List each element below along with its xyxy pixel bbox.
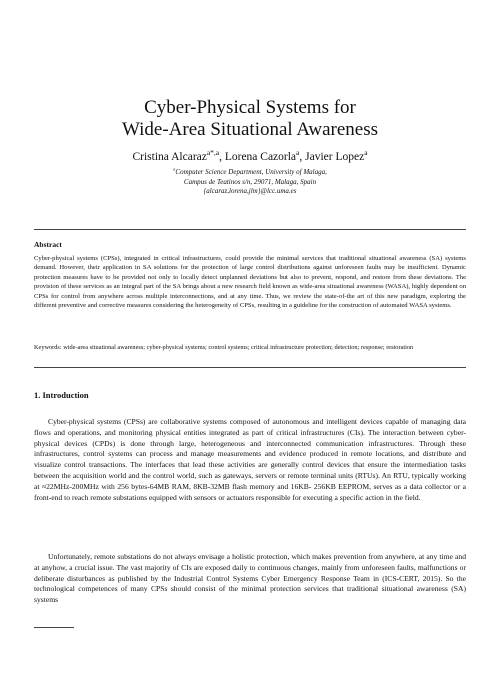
abstract-text: Cyber-physical systems (CPSs), integrated in critical infrastructures, could provide the minimal services that traditional situational awareness (SA) systems demand. However, their application in SA solutions for the protection of large control distributions against unforeseen faults may be insufficient. Dynamic protection measures have to be provided not only to locally detect unplanned deviations but also to prevent, respond, and restore from these deviations. The provision of these services as an integral part of the SA brings about a new research field known as wide-area situational awareness (WASA), highly dependent on CPSs for control from anywhere across multiple interconnections, and at any time. Thus, we review the state-of-the art of this new paradigm, exploring the different preventive and corrective measures considering the heterogeneity of CPSs, resulting in a guideline for the construction of automated WASA systems. xyxy=(34,255,466,310)
title-line-1: Cyber-Physical Systems for xyxy=(144,97,356,118)
author-2: Lorena Cazorla xyxy=(224,151,297,163)
abstract-top-rule xyxy=(34,229,466,230)
intro-paragraph-2: Unfortunately, remote substations do not always envisage a holistic protection, which makes prevention from anywhere, at any time and at anyhow, a crucial issue. The vast majority of CIs are exposed daily to continuous changes, mainly from unforeseen faults, malfunctions or deliberate disturbances as published by the Industrial Control Systems Cyber Emergency Response Team in (ICS-CERT, 2015). So the technological competences of many CPSs should consist of the minimal protection services that traditional situational awareness (SA) systems xyxy=(34,552,466,605)
affiliation-mark: a xyxy=(173,166,176,172)
affiliation-line-2: Campus de Teatinos s/n, 29071, Malaga, Spain xyxy=(183,177,317,186)
author-1-mark: a*,a xyxy=(206,148,220,158)
author-3-mark: a xyxy=(364,148,368,158)
author-3: Javier Lopez xyxy=(305,151,365,163)
author-1: Cristina Alcaraz xyxy=(132,151,207,163)
section-heading-introduction: 1. Introduction xyxy=(34,390,89,400)
abstract-bottom-rule xyxy=(34,367,466,368)
keywords: Keywords: wide-area situational awareness; cyber-physical systems; control systems; critical infrastructure protection; detection; response; restoration xyxy=(34,344,414,351)
affiliation-line-1: Computer Science Department, University of Malaga, xyxy=(175,168,327,176)
author-2-mark: a xyxy=(296,148,300,158)
author-list: Cristina Alcaraz$^{a*,a}$, Lorena Cazorla$^a$, Javier Lopez$^a$ xyxy=(132,148,368,163)
intro-paragraph-1: Cyber-physical systems (CPSs) are collaborative systems composed of autonomous and intelligent devices capable of managing data flows and operations, and monitoring physical entities integrated as part of critical infrastructures (CIs). The interaction between cyber-physical devices (CPDs) is done through large, heterogeneous and interconnected communication infrastructures. Through these infrastructures, control systems can process and manage measurements and evidence produced in remote locations, and distribute and visualize control transactions. The interfaces that lead these activities are generally control devices that ensure the intermediation tasks between the acquisition world and the control world, such as gateways, servers or remote terminal units (RTUs). An RTU, typically working at ≈22MHz-200MHz with 256 bytes-64MB RAM, 8KB-32MB flash memory and 16KB- 256KB EEPROM, serves as a data collector or a front-end to reach remote substations equipped with sensors or actuators responsible for executing a specific action in the field. xyxy=(34,417,466,502)
title-line-2: Wide-Area Situational Awareness xyxy=(121,119,379,140)
footnote-rule xyxy=(34,627,74,628)
paper-title xyxy=(0,97,500,141)
abstract-heading: Abstract xyxy=(34,240,62,249)
affiliation xyxy=(0,168,500,197)
affiliation-email: {alcaraz,lorena,jlm}@lcc.uma.es xyxy=(203,187,297,195)
